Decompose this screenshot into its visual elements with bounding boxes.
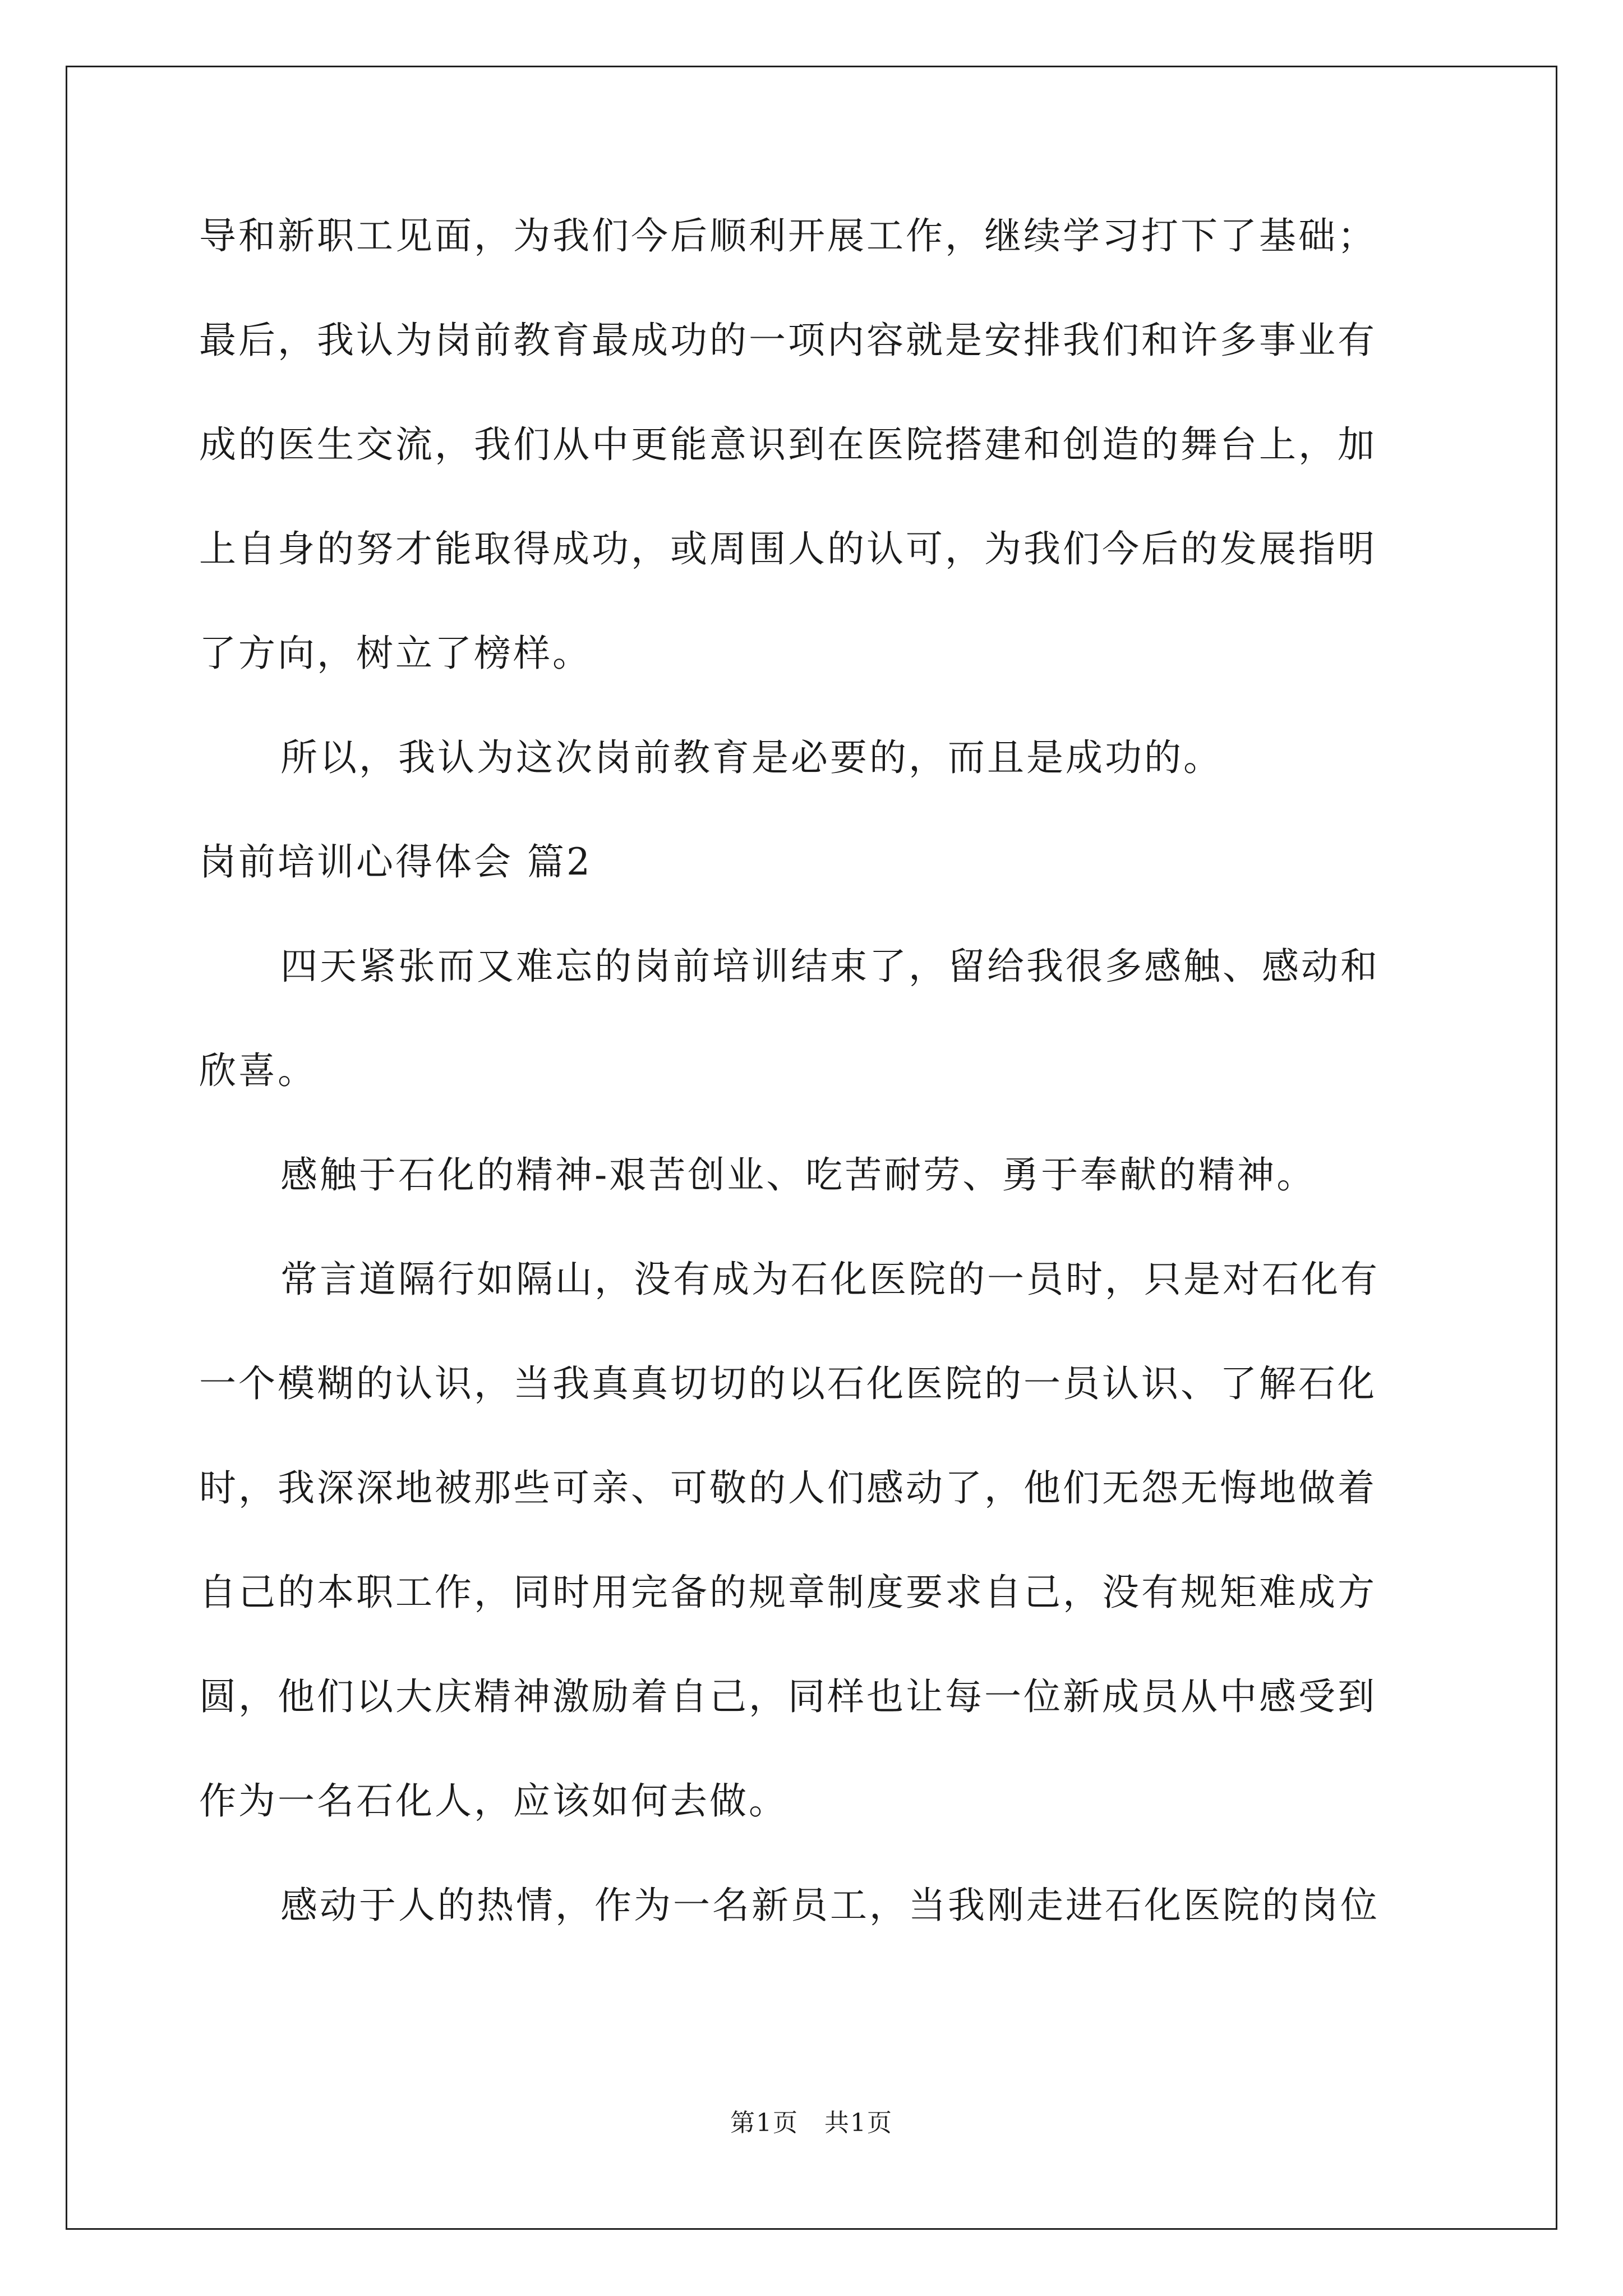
text-line: 作为一名石化人，应该如何去做。: [199, 1779, 788, 1823]
text-line: 一个模糊的认识，当我真真切切的以石化医院的一员认识、了解石化: [199, 1362, 1377, 1405]
text-line: 上自身的努才能取得成功，或周围人的认可，为我们今后的发展指明: [199, 527, 1377, 570]
text-line: 时，我深深地被那些可亲、可敬的人们感动了，他们无怨无悔地做着: [199, 1466, 1377, 1510]
paragraph-line: 所以，我认为这次岗前教育是必要的，而且是成功的。: [280, 736, 1223, 779]
text-line: 导和新职工见面，为我们今后顺利开展工作，继续学习打下了基础；: [199, 214, 1377, 257]
paragraph-line: 四天紧张而又难忘的岗前培训结束了，留给我很多感触、感动和: [280, 945, 1380, 988]
text-line: 欣喜。: [199, 1049, 317, 1092]
paragraph-line: 感动于人的热情，作为一名新员工，当我刚走进石化医院的岗位: [280, 1884, 1380, 1927]
section-heading: 岗前培训心得体会 篇2: [199, 840, 592, 884]
text-line: 圆，他们以大庆精神激励着自己，同样也让每一位新成员从中感受到: [199, 1675, 1377, 1718]
page-number-footer: 第1页 共1页: [730, 2109, 893, 2137]
text-line: 了方向，树立了榜样。: [199, 632, 592, 675]
paragraph-line: 感触于石化的精神-艰苦创业、吃苦耐劳、勇于奉献的精神。: [280, 1153, 1316, 1197]
paragraph-line: 常言道隔行如隔山，没有成为石化医院的一员时，只是对石化有: [280, 1258, 1380, 1301]
text-line: 成的医生交流，我们从中更能意识到在医院搭建和创造的舞台上，加: [199, 423, 1377, 466]
text-line: 最后，我认为岗前教育最成功的一项内容就是安排我们和许多事业有: [199, 319, 1377, 362]
text-line: 自己的本职工作，同时用完备的规章制度要求自己，没有规矩难成方: [199, 1571, 1377, 1614]
